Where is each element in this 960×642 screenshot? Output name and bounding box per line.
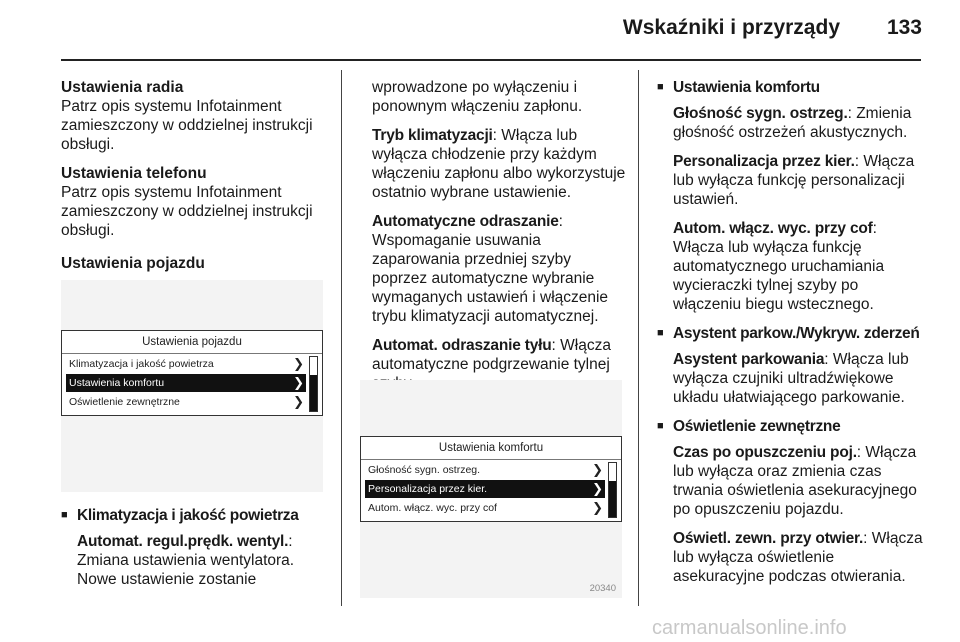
unlock-paragraph: Oświetl. zewn. przy otwier.: Włącza lub wyłącza oświetlenie asekuracyjne podczas otwierania.	[673, 530, 923, 585]
comfort-settings-panel	[360, 436, 622, 522]
phone-heading: Ustawienia telefonu	[61, 165, 207, 182]
unlock-label: Oświetl. zewn. przy otwier.	[673, 530, 864, 547]
personal-paragraph: Personalizacja przez kier.: Włącza lub wyłącza funkcję personalizacji ustawień.	[673, 153, 915, 208]
column-divider-1	[341, 70, 342, 606]
exit-text: Włącza lub wyłącza oraz zmienia czas trwania oświetlenia asekuracyjnego po opuszczeniu pojazdu.	[673, 444, 917, 518]
menu-row-label: Personalizacja przez kier.	[368, 483, 488, 495]
exit-paragraph: Czas po opuszczeniu poj.: Włącza lub wyłącza oraz zmienia czas trwania oświetlenia asekuracyjnego po opuszczeniu pojazdu.	[673, 444, 917, 518]
menu-row-label: Ustawienia komfortu	[69, 377, 165, 389]
volume-label: Głośność sygn. ostrzeg.	[673, 105, 848, 122]
chevron-right-icon: ❯	[592, 500, 603, 515]
wiper-text: Włącza lub wyłącza funkcję automatycznego uruchamiania wycieraczki tylnej szyby po włączeniu biegu wstecznego.	[673, 239, 885, 313]
volume-paragraph: Głośność sygn. ostrzeg.: Zmienia głośność ostrzeżeń akustycznych.	[673, 105, 912, 141]
auto-defog-text: Wspomaganie usuwania zaparowania przedniej szyby poprzez automatyczne wybranie wymaganych ustawień i włączenie trybu klimatyzacji automatycznej.	[372, 232, 609, 325]
column-divider-2	[638, 70, 639, 606]
volume-text: Zmienia głośność ostrzeżeń akustycznych.	[673, 105, 912, 141]
screen-title: Ustawienia pojazdu	[62, 331, 322, 354]
scrollbar[interactable]	[309, 356, 318, 412]
chevron-right-icon: ❯	[592, 481, 603, 496]
climate-mode-paragraph: Tryb klimatyzacji: Włącza lub wyłącza chłodzenie przy każdym włączeniu zapłonu albo wykorzystuje ostatnio wybrane ustawienie.	[372, 127, 626, 201]
vehicle-section	[61, 254, 333, 273]
vehicle-heading: Ustawienia pojazdu	[61, 255, 205, 272]
menu-row-label: Klimatyzacja i jakość powietrza	[69, 358, 214, 370]
exit-label: Czas po opuszczeniu poj.	[673, 444, 857, 461]
parking-bullet: ■ Asystent parkow./Wykryw. zderzeń	[657, 324, 927, 343]
menu-row-climate[interactable]	[66, 355, 306, 373]
menu-row-label: Autom. włącz. wyc. przy cof	[368, 502, 497, 514]
header-rule	[61, 59, 921, 61]
auto-rear-paragraph: Automat. odraszanie tyłu: Włącza automatyczne podgrzewanie tylnej	[372, 336, 628, 393]
scrollbar[interactable]	[608, 462, 617, 518]
chevron-right-icon: ❯	[293, 356, 304, 371]
auto-fan-paragraph: Automat. regul.prędk. wentyl.: Zmiana ustawienia wentylatora. Nowe ustawienie zostanie	[77, 533, 295, 588]
column-1-lower	[61, 506, 333, 599]
chevron-right-icon: ❯	[592, 462, 603, 477]
auto-defog-label: Automatyczne odraszanie	[372, 213, 559, 230]
vehicle-settings-panel	[61, 330, 323, 416]
comfort-bullet: ■ Ustawienia komfortu	[657, 78, 927, 97]
park-text: Włącza lub wyłącza czujniki ultradźwiękowe układu ułatwiającego parkowanie.	[673, 351, 909, 406]
scrollbar-thumb[interactable]	[609, 481, 616, 517]
radio-text: Patrz opis systemu Infotainment zamieszczony w oddzielnej instrukcji obsługi.	[61, 98, 313, 153]
phone-section	[61, 164, 333, 240]
climate-mode-label: Tryb klimatyzacji	[372, 127, 493, 144]
personal-text: Włącza lub wyłącza funkcję personalizacji ustawień.	[673, 153, 915, 208]
chevron-right-icon: ❯	[293, 394, 304, 409]
menu-row-label: Oświetlenie zewnętrzne	[69, 396, 180, 408]
scrollbar-thumb[interactable]	[310, 375, 317, 411]
auto-defog-paragraph: Automatyczne odraszanie: Wspomaganie usuwania zaparowania przedniej szyby poprzez automatyczne wybranie wymaganych ustawień i włączenie trybu klimatyzacji automatycznej.	[372, 213, 609, 325]
phone-text: Patrz opis systemu Infotainment zamieszczony w oddzielnej instrukcji obsługi.	[61, 184, 313, 239]
wiper-paragraph: Autom. włącz. wyc. przy cof: Włącza lub wyłącza funkcję automatycznego uruchamiania wycieraczki tylnej szyby po włączeniu biegu wstecznego.	[673, 220, 885, 313]
radio-heading: Ustawienia radia	[61, 79, 184, 96]
exterior-lighting-bullet: ■ Oświetlenie zewnętrzne	[657, 417, 927, 436]
screen-title: Ustawienia komfortu	[361, 437, 621, 460]
chevron-right-icon: ❯	[293, 375, 304, 390]
menu-row-personalization[interactable]	[365, 480, 605, 498]
menu-row-warning-volume[interactable]	[365, 461, 605, 479]
continued-paragraph: wprowadzone po wyłączeniu i ponownym włączeniu zapłonu.	[372, 79, 583, 115]
image-number: 20340	[589, 583, 616, 594]
climate-bullet: ■ Klimatyzacja i jakość powietrza	[61, 506, 333, 525]
comfort-settings-screen	[360, 380, 622, 598]
watermark: carmanualsonline.info	[652, 617, 847, 639]
menu-row-exterior-lighting[interactable]	[66, 393, 306, 411]
auto-fan-text: Zmiana ustawienia wentylatora. Nowe ustawienie zostanie	[77, 552, 295, 588]
unlock-text: Włącza lub wyłącza oświetlenie asekuracyjne podczas otwierania.	[673, 530, 923, 585]
column-3	[657, 78, 927, 596]
column-1	[61, 78, 333, 283]
page-number: 133	[886, 16, 922, 39]
vehicle-settings-screen	[61, 280, 323, 492]
menu-row-label: Głośność sygn. ostrzeg.	[368, 464, 481, 476]
auto-rear-label: Automat. odraszanie tyłu	[372, 337, 552, 354]
column-2	[372, 78, 628, 403]
park-paragraph: Asystent parkowania: Włącza lub wyłącza czujniki ultradźwiękowe układu ułatwiającego parkowanie.	[673, 351, 909, 406]
climate-mode-text: Włącza lub wyłącza chłodzenie przy każdym włączeniu zapłonu albo wykorzystuje ostatnio wybrane ustawienie.	[372, 127, 626, 201]
wiper-label: Autom. włącz. wyc. przy cof	[673, 220, 873, 237]
radio-section	[61, 78, 333, 154]
menu-row-rear-wiper[interactable]	[365, 499, 605, 517]
personal-label: Personalizacja przez kier.	[673, 153, 855, 170]
page-header-title: Wskaźniki i przyrządy	[622, 16, 840, 39]
auto-fan-label: Automat. regul.prędk. wentyl.	[77, 533, 289, 550]
auto-rear-text: Włącza automatyczne podgrzewanie tylnej	[372, 337, 611, 373]
park-label: Asystent parkowania	[673, 351, 825, 368]
menu-row-comfort[interactable]	[66, 374, 306, 392]
